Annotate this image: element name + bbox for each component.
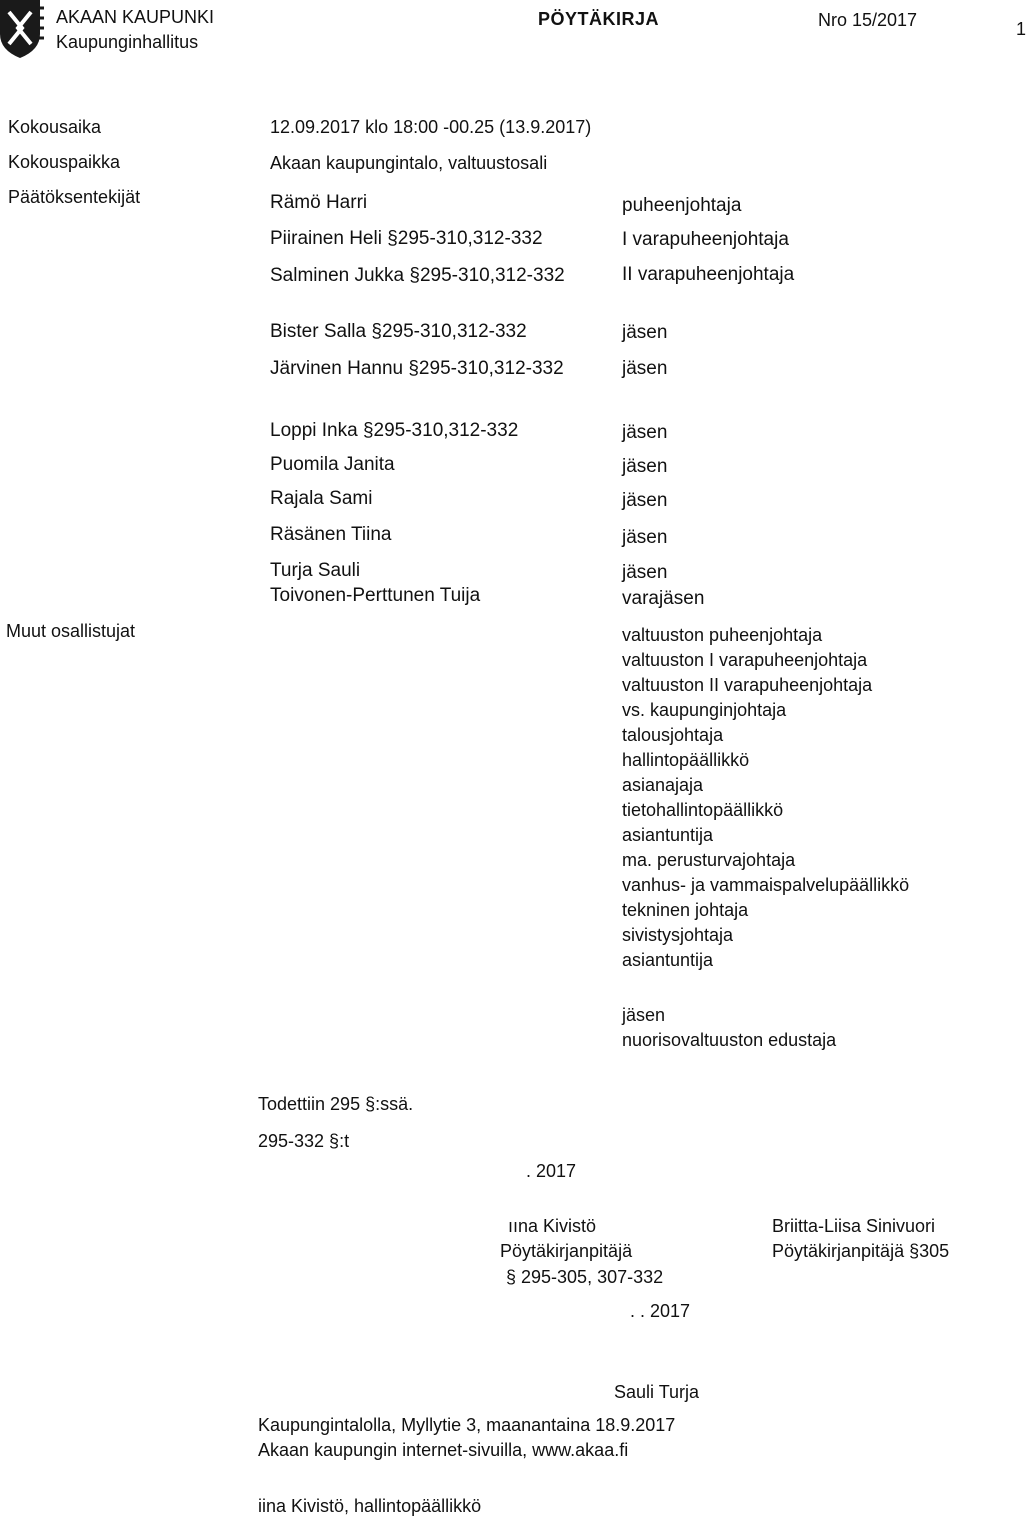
member-role: jäsen [622, 456, 668, 477]
certifier: iina Kivistö, hallintopäällikkö [258, 1496, 482, 1516]
member-name: Loppi Inka §295-310,312-332 [270, 420, 519, 441]
reviewer-name: Sauli Turja [614, 1382, 700, 1402]
list-item: talousjohtaja [622, 725, 724, 745]
list-item: vs. kaupunginjohtaja [622, 700, 787, 720]
member-name: Räsänen Tiina [270, 524, 392, 545]
list-item: asianajaja [622, 775, 704, 795]
member-name: Bister Salla §295-310,312-332 [270, 321, 527, 342]
signer1-sections: § 295-305, 307-332 [506, 1267, 664, 1287]
header-body: Kaupunginhallitus [56, 32, 199, 52]
member-role: jäsen [622, 358, 668, 379]
signer2-title: Pöytäkirjanpitäjä §305 [772, 1241, 950, 1261]
document-number: Nro 15/2017 [818, 10, 918, 30]
other-participants-list [622, 623, 909, 973]
other-participants-extra-list [622, 1003, 836, 1053]
member-role: jäsen [622, 422, 668, 443]
list-item: tietohallintopäällikkö [622, 800, 784, 820]
member-name: Puomila Janita [270, 454, 395, 475]
list-item: tekninen johtaja [622, 900, 749, 920]
list-item: vanhus- ja vammaispalvelupäällikkö [622, 875, 910, 895]
list-item: sivistysjohtaja [622, 925, 734, 945]
member-role: jäsen [622, 562, 668, 583]
member-role: jäsen [622, 527, 668, 548]
signer1-title: Pöytäkirjanpitäjä [500, 1241, 633, 1261]
review-date: . . 2017 [630, 1301, 691, 1321]
list-item: valtuuston puheenjohtaja [622, 625, 823, 645]
member-name: Järvinen Hannu §295-310,312-332 [270, 358, 564, 379]
publication-place-2: Akaan kaupungin internet-sivuilla, www.akaa.fi [258, 1440, 629, 1460]
list-item: ma. perusturvajohtaja [622, 850, 796, 870]
member-name: Salminen Jukka §295-310,312-332 [270, 265, 565, 286]
others-label: Muut osallistujat [6, 621, 136, 641]
member-name: Piirainen Heli §295-310,312-332 [270, 228, 543, 249]
signer1-name: ıına Kivistö [508, 1216, 597, 1236]
member-name: Rämö Harri [270, 192, 368, 213]
member-role: jäsen [622, 490, 668, 511]
page-number: 1 [1016, 19, 1026, 39]
place-value: Akaan kaupungintalo, valtuustosali [270, 153, 548, 173]
signer2-name: Briitta-Liisa Sinivuori [772, 1216, 936, 1236]
list-item: hallintopäällikkö [622, 750, 750, 770]
document-type: PÖYTÄKIRJA [538, 9, 660, 29]
member-name: Turja Sauli [270, 560, 361, 581]
member-name: Toivonen-Perttunen Tuija [270, 585, 481, 606]
member-role: II varapuheenjohtaja [622, 264, 795, 285]
signing-date: . 2017 [526, 1161, 577, 1181]
member-name: Rajala Sami [270, 488, 373, 509]
member-role: puheenjohtaja [622, 195, 742, 216]
member-role: I varapuheenjohtaja [622, 229, 789, 250]
sections-range: 295-332 §:t [258, 1131, 350, 1151]
list-item: jäsen [622, 1005, 666, 1025]
member-role: varajäsen [622, 588, 705, 609]
list-item: valtuuston II varapuheenjohtaja [622, 675, 873, 695]
header-org: AKAAN KAUPUNKI [56, 7, 215, 27]
decision-makers-label: Päätöksentekijät [8, 187, 141, 207]
list-item: asiantuntija [622, 950, 714, 970]
list-item: valtuuston I varapuheenjohtaja [622, 650, 868, 670]
list-item: nuorisovaltuuston edustaja [622, 1030, 837, 1050]
city-crest-icon [0, 0, 44, 58]
member-role: jäsen [622, 322, 668, 343]
time-value: 12.09.2017 klo 18:00 -00.25 (13.9.2017) [270, 117, 592, 137]
publication-place-1: Kaupungintalolla, Myllytie 3, maanantaina 18.9.2017 [258, 1415, 676, 1435]
legality-note: Todettiin 295 §:ssä. [258, 1094, 414, 1114]
list-item: asiantuntija [622, 825, 714, 845]
place-label: Kokouspaikka [8, 152, 121, 172]
time-label: Kokousaika [8, 117, 102, 137]
